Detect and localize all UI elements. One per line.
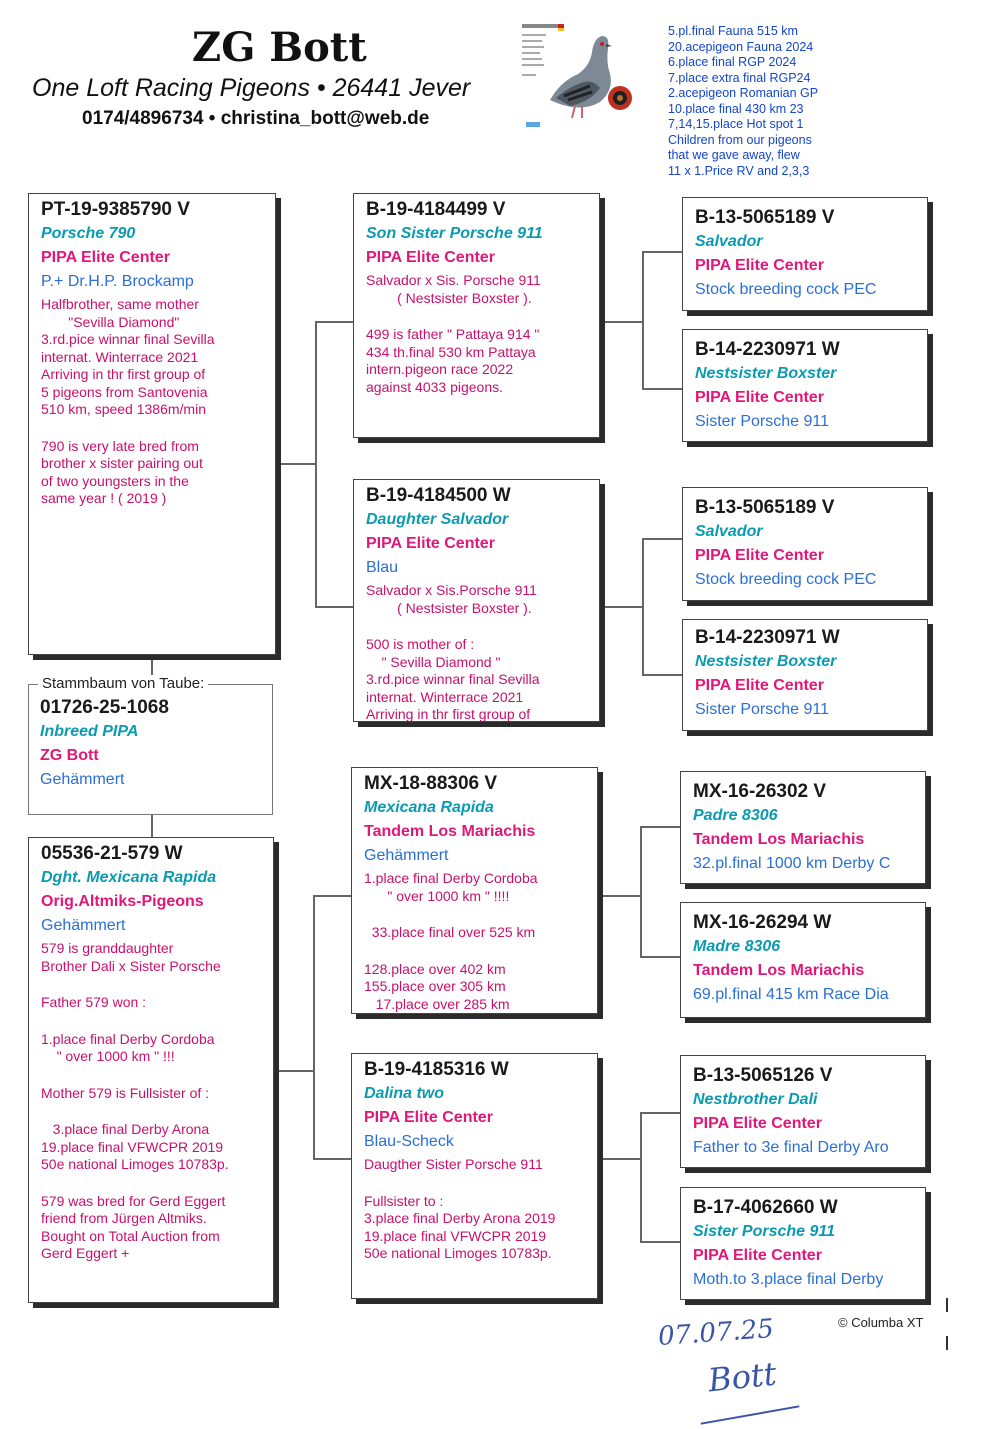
info-line: 69.pl.final 415 km Race Dia <box>693 986 889 1003</box>
handwritten-date: 07.07.25 <box>657 1313 775 1353</box>
handwritten-signature: Bott <box>706 1354 779 1400</box>
ring-number: 01726-25-1068 <box>40 697 169 718</box>
edge-mark <box>946 1298 948 1312</box>
dam-dam-card <box>351 1053 598 1299</box>
pedigree-note: Salvador x Sis. Porsche 911 ( Nestsister Boxster ). <box>366 272 541 306</box>
pedigree-note: 33.place final over 525 km <box>364 924 536 940</box>
breeder: PIPA Elite Center <box>695 677 824 694</box>
breeder: Tandem Los Mariachis <box>364 823 536 840</box>
info-line: Sister Porsche 911 <box>695 701 829 718</box>
ancestor-card-5 <box>680 771 926 884</box>
ring-number: MX-18-88306 V <box>364 773 498 794</box>
ring-number: B-13-5065189 V <box>695 497 835 518</box>
ancestor-card-8 <box>680 1187 926 1300</box>
info-line: Stock breeding cock PEC <box>695 281 877 298</box>
color-line: Gehämmert <box>40 771 125 788</box>
ring-number: 05536-21-579 W <box>41 843 183 864</box>
pigeon-photo <box>520 22 640 134</box>
achievement-item: 10.place final 430 km 23 <box>668 101 804 116</box>
ring-number: B-14-2230971 W <box>695 627 840 648</box>
breeder: PIPA Elite Center <box>695 257 824 274</box>
edge-mark <box>946 1336 948 1350</box>
breeder: Tandem Los Mariachis <box>693 831 865 848</box>
pigeon-name: Dalina two <box>364 1085 445 1102</box>
sire-sire-card <box>353 193 600 438</box>
pedigree-note: 3.place final Derby Arona 19.place final VFWCPR 2019 50e national Limoges 10783p. <box>41 1121 229 1172</box>
color-line: Blau-Scheck <box>364 1133 454 1150</box>
breeder: Tandem Los Mariachis <box>693 962 865 979</box>
dam-sire-card <box>351 767 598 1014</box>
breeder: PIPA Elite Center <box>693 1115 822 1132</box>
achievement-item: 2.acepigeon Romanian GP <box>668 86 819 100</box>
pigeon-name: Mexicana Rapida <box>364 799 494 816</box>
ring-number: B-14-2230971 W <box>695 339 840 360</box>
pedigree-note: 128.place over 402 km 155.place over 305 km 17.place over 285 km <box>364 960 510 1012</box>
pigeon-name: Salvador <box>695 523 763 540</box>
info-line: Father to 3e final Derby Aro <box>693 1139 889 1156</box>
achievement-item: 20.acepigeon Fauna 2024 <box>668 39 814 54</box>
pigeon-name: Son Sister Porsche 911 <box>366 225 543 242</box>
pedigree-note: 1.place final Derby Cordoba " over 1000 km " !!! <box>41 1030 215 1064</box>
pigeon-name: Padre 8306 <box>693 807 778 824</box>
ring-number: MX-16-26302 V <box>693 781 827 802</box>
info-line: Sister Porsche 911 <box>695 413 829 430</box>
breeder: PIPA Elite Center <box>366 249 495 266</box>
achievement-item: 7,14,15.place Hot spot 1 <box>668 117 804 131</box>
contact-line: 0174/4896734 • christina_bott@web.de <box>82 108 430 129</box>
ancestor-card-3 <box>682 487 928 601</box>
dam-card <box>28 837 274 1303</box>
ancestor-card-7 <box>680 1055 926 1168</box>
pigeon-name: Nestsister Boxster <box>695 365 837 382</box>
achievement-item: 7.place extra final RGP24 <box>668 70 811 85</box>
breeder: PIPA Elite Center <box>364 1109 493 1126</box>
ring-number: B-13-5065189 V <box>695 207 835 228</box>
breeder: Orig.Altmiks-Pigeons <box>41 893 204 910</box>
subject-details <box>40 696 169 792</box>
ring-number: B-19-4185316 W <box>364 1059 509 1080</box>
color-line: Blau <box>366 559 399 576</box>
owner-line: P.+ Dr.H.P. Brockamp <box>41 273 194 290</box>
pedigree-note: 790 is very late bred from brother x sister pairing out of two youngsters in the same year ! ( 2019 ) <box>41 437 203 506</box>
pedigree-note: Halfbrother, same mother "Sevilla Diamond" 3.rd.pice winnar final Sevilla internat. Winterrace 2021 Arriving in thr first group of 5 pigeons from Santovenia 510 km, speed 1386m/min <box>41 296 215 417</box>
breeder: PIPA Elite Center <box>41 249 170 266</box>
pigeon-name: Madre 8306 <box>693 938 781 955</box>
achievement-item: that we gave away, flew <box>668 148 800 162</box>
pedigree-note: 579 is granddaughter Brother Dali x Sister Porsche <box>41 940 221 974</box>
page-title: ZG Bott <box>192 24 367 71</box>
pedigree-note: Daugther Sister Porsche 911 <box>364 1156 543 1172</box>
pigeon-name: Inbreed PIPA <box>40 723 139 740</box>
breeder: PIPA Elite Center <box>366 535 495 552</box>
breeder: PIPA Elite Center <box>695 389 824 406</box>
achievement-item: 11 x 1.Price RV and 2,3,3 <box>668 163 810 178</box>
pedigree-note: 499 is father " Pattaya 914 " 434 th.final 530 km Pattaya intern.pigeon race 2022 against 4033 pigeons. <box>366 326 540 395</box>
copyright-note: © Columba XT <box>838 1315 924 1330</box>
ring-number: B-19-4184499 V <box>366 199 506 220</box>
pigeon-name: Nestbrother Dali <box>693 1091 818 1108</box>
color-line: Gehämmert <box>41 917 126 934</box>
breeder: PIPA Elite Center <box>693 1247 822 1264</box>
ring-number: B-13-5065126 V <box>693 1065 833 1086</box>
achievement-item: 6.place final RGP 2024 <box>668 55 797 69</box>
pigeon-name: Porsche 790 <box>41 225 136 242</box>
color-line: Gehämmert <box>364 847 449 864</box>
info-line: Stock breeding cock PEC <box>695 571 877 588</box>
pedigree-note: Fullsister to : 3.place final Derby Arona 2019 19.place final VFWCPR 2019 50e national Limoges 10783p. <box>364 1192 556 1261</box>
pigeon-name: Sister Porsche 911 <box>693 1223 836 1240</box>
info-line: 32.pl.final 1000 km Derby C <box>693 855 891 872</box>
sire-dam-card <box>353 479 600 722</box>
breeder: ZG Bott <box>40 747 99 764</box>
pedigree-note: 579 was bred for Gerd Eggert friend from Jürgen Altmiks. Bought on Total Auction from Gerd Eggert + <box>41 1192 226 1261</box>
ancestor-card-2 <box>682 329 928 442</box>
pedigree-note: Salvador x Sis.Porsche 911 ( Nestsister Boxster ). <box>366 582 537 616</box>
achievement-item: 5.pl.final Fauna 515 km <box>668 24 798 38</box>
achievements-list <box>668 24 818 179</box>
ancestor-card-4 <box>682 619 928 731</box>
subject-label: Stammbaum von Taube: <box>38 675 208 692</box>
pedigree-note: 500 is mother of : " Sevilla Diamond " 3.rd.pice winnar final Sevilla internat. Winterrace 2021 Arriving in thr first group of <box>366 636 540 722</box>
pedigree-note: Mother 579 is Fullsister of : <box>41 1084 210 1101</box>
pigeon-name: Dght. Mexicana Rapida <box>41 869 217 886</box>
pigeon-name: Nestsister Boxster <box>695 653 837 670</box>
ring-number: MX-16-26294 W <box>693 912 832 933</box>
info-line: Moth.to 3.place final Derby <box>693 1271 884 1288</box>
ancestor-card-1 <box>682 197 928 311</box>
ring-number: B-17-4062660 W <box>693 1197 838 1218</box>
pedigree-note: 1.place final Derby Cordoba " over 1000 km " !!!! <box>364 870 538 904</box>
pedigree-note: Father 579 won : <box>41 994 147 1010</box>
ancestor-card-6 <box>680 902 926 1018</box>
ring-number: PT-19-9385790 V <box>41 199 190 220</box>
page-subtitle: One Loft Racing Pigeons • 26441 Jever <box>32 74 471 102</box>
pigeon-name: Daughter Salvador <box>366 511 509 528</box>
achievement-item: Children from our pigeons <box>668 132 812 147</box>
breeder: PIPA Elite Center <box>695 547 824 564</box>
ring-number: B-19-4184500 W <box>366 485 511 506</box>
sire-card <box>28 193 276 655</box>
pigeon-name: Salvador <box>695 233 763 250</box>
signature-underline <box>701 1405 800 1424</box>
